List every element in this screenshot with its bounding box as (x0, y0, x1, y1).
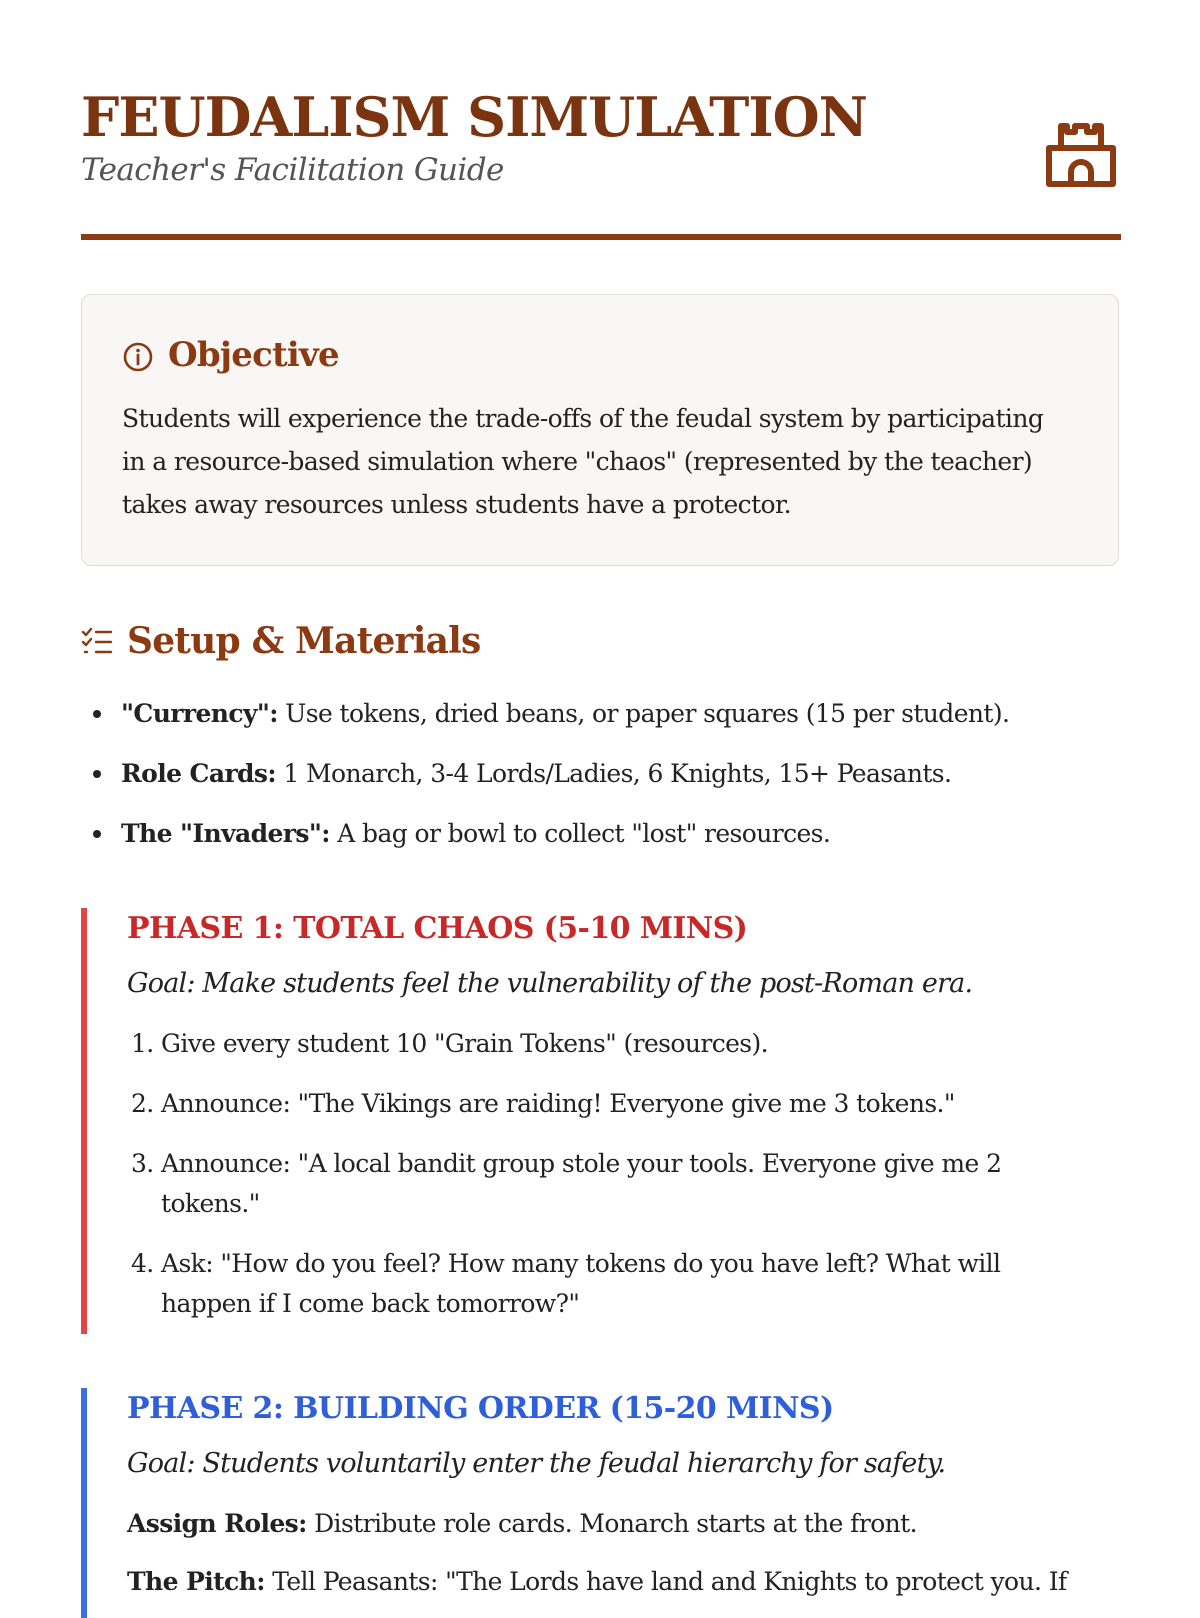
bullet (93, 710, 101, 718)
list-item (81, 754, 1121, 814)
bullet (93, 830, 101, 838)
list-item (127, 1244, 1061, 1324)
step-text: Ask: "How do you feel? How many tokens do you have left? What will happen if I come back tomorrow?" (161, 1249, 1001, 1318)
phase-2-section (81, 1388, 1121, 1618)
phase-1-title: PHASE 1: TOTAL CHAOS (5-10 MINS) (127, 911, 748, 946)
castle-icon (1043, 118, 1119, 188)
phase-2-accent-bar (81, 1388, 87, 1618)
phase-1-accent-bar (81, 908, 87, 1334)
material-label: The "Invaders": (121, 819, 330, 848)
phase-1-steps (127, 1024, 1121, 1324)
list-item (81, 814, 1121, 874)
page-subtitle: Teacher's Facilitation Guide (81, 152, 504, 188)
phase-1-goal: Goal: Make students feel the vulnerability of the post-Roman era. (127, 968, 973, 999)
page-header (81, 84, 1121, 244)
header-divider (81, 234, 1121, 240)
objective-text: Students will experience the trade-offs of the feudal system by participating in a resource-based simulation where "chaos" (represented by the teacher) takes away resources unless students have a protector. (122, 404, 1044, 519)
objective-title: Objective (168, 335, 339, 375)
step-number: 4. (131, 1249, 154, 1278)
list-item (127, 1024, 1061, 1064)
phase-2-goal: Goal: Students voluntarily enter the feudal hierarchy for safety. (127, 1448, 946, 1479)
setup-title: Setup & Materials (127, 620, 481, 662)
step-text: Announce: "A local bandit group stole your tools. Everyone give me 2 tokens." (161, 1149, 1002, 1218)
list-item (127, 1084, 1061, 1124)
pitch-paragraph (127, 1562, 1121, 1602)
step-text: Announce: "The Vikings are raiding! Everyone give me 3 tokens." (161, 1089, 955, 1118)
page-title: FEUDALISM SIMULATION (81, 85, 867, 149)
bullet (93, 770, 101, 778)
pitch-text: Tell Peasants: "The Lords have land and Knights to protect you. If (264, 1567, 1067, 1596)
assign-roles-paragraph (127, 1504, 1121, 1544)
list-item (127, 1144, 1061, 1224)
step-text: Give every student 10 "Grain Tokens" (resources). (161, 1029, 769, 1058)
material-text: Use tokens, dried beans, or paper squares (15 per student). (277, 699, 1010, 728)
info-icon (122, 341, 154, 373)
material-label: "Currency": (121, 699, 278, 728)
checklist-icon (81, 626, 113, 656)
assign-roles-text: Distribute role cards. Monarch starts at the front. (306, 1509, 917, 1538)
step-number: 1. (131, 1029, 154, 1058)
objective-box (81, 294, 1119, 566)
step-number: 2. (131, 1089, 154, 1118)
step-number: 3. (131, 1149, 154, 1178)
materials-list (81, 694, 1121, 874)
material-text: 1 Monarch, 3-4 Lords/Ladies, 6 Knights, 15+ Peasants. (276, 759, 952, 788)
phase-1-section (81, 908, 1121, 1334)
material-label: Role Cards: (121, 759, 277, 788)
pitch-label: The Pitch: (127, 1567, 265, 1596)
assign-roles-label: Assign Roles: (127, 1509, 307, 1538)
list-item (81, 694, 1121, 754)
phase-2-title: PHASE 2: BUILDING ORDER (15-20 MINS) (127, 1391, 834, 1426)
material-text: A bag or bowl to collect "lost" resources. (329, 819, 831, 848)
